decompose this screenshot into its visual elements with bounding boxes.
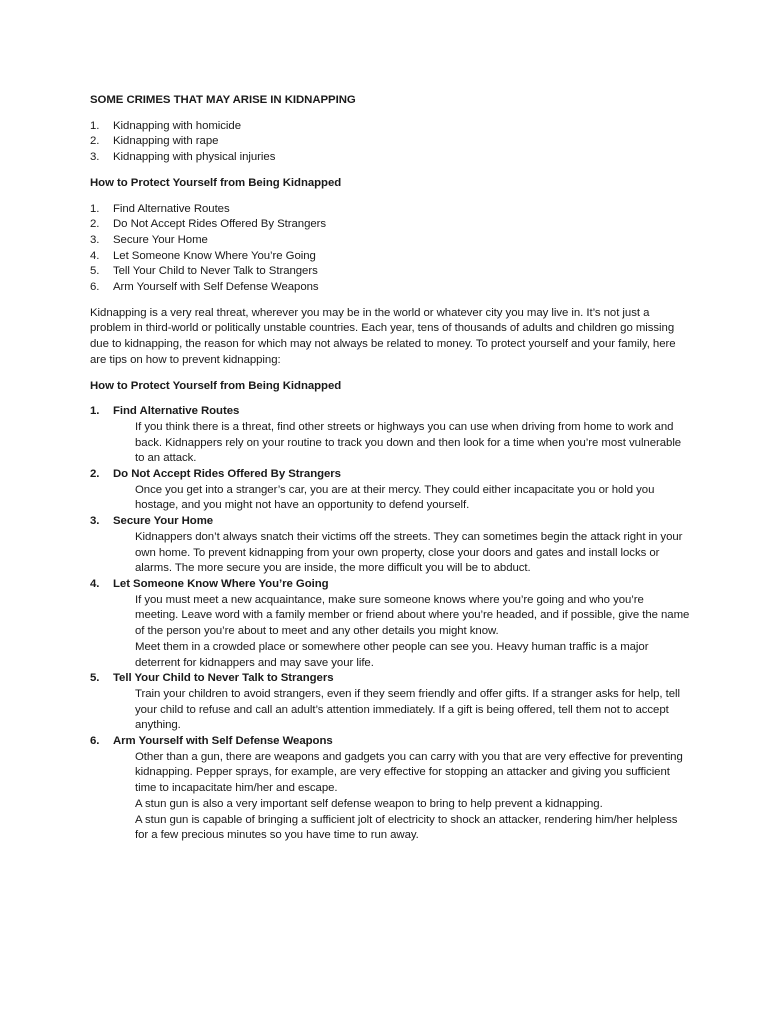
tip-title: Find Alternative Routes: [113, 405, 240, 418]
crimes-list: [90, 119, 690, 166]
tip-item: [90, 671, 690, 734]
tip-paragraph: If you must meet a new acquaintance, make sure someone knows where you’re going and who you’re meeting. Leave word with a family member or friend about where you’re headed, and if possible, give the name of the person you’re about to meet and any other details you might know.: [135, 593, 690, 638]
list-item: [90, 280, 690, 296]
tip-body: [135, 483, 690, 514]
tip-paragraph: Once you get into a stranger’s car, you are at their mercy. They could either incapacitate you or hold you hostage, and you might not have an opportunity to defend yourself.: [135, 483, 655, 512]
list-item: [90, 150, 690, 166]
tip-heading: [90, 514, 690, 530]
list-number: 5.: [90, 265, 100, 278]
tip-heading: [90, 671, 690, 687]
tip-item: [90, 467, 690, 514]
list-text: Arm Yourself with Self Defense Weapons: [113, 281, 319, 294]
tip-title: Do Not Accept Rides Offered By Strangers: [113, 468, 341, 481]
tip-heading: [90, 577, 690, 593]
tip-item: [90, 734, 690, 844]
tip-number: 4.: [90, 577, 100, 590]
list-item: [90, 264, 690, 280]
tip-paragraph: Meet them in a crowded place or somewhere other people can see you. Heavy human traffic is a major deterrent for kidnappers and may save your life.: [135, 640, 649, 669]
list-item: [90, 233, 690, 249]
section-heading: How to Protect Yourself from Being Kidnapped: [90, 379, 342, 392]
list-number: 6.: [90, 281, 100, 294]
tip-body: [135, 593, 690, 672]
list-number: 2.: [90, 218, 100, 231]
tip-paragraph: A stun gun is also a very important self defense weapon to bring to help prevent a kidnapping.: [135, 797, 603, 810]
tip-heading: [90, 467, 690, 483]
document-title: SOME CRIMES THAT MAY ARISE IN KIDNAPPING: [90, 94, 356, 106]
intro-paragraph: Kidnapping is a very real threat, wherever you may be in the world or whatever city you may live in. It’s not just a problem in third-world or politically unstable countries. Each year, tens of thousands of adults and children go missing due to kidnapping, the reason for which may not always be related to money. To protect yourself and your family, here are tips on how to prevent kidnapping:: [90, 306, 676, 366]
list-text: Kidnapping with rape: [113, 135, 219, 148]
list-number: 1.: [90, 202, 100, 215]
list-item: [90, 119, 690, 135]
tip-title: Arm Yourself with Self Defense Weapons: [113, 735, 333, 748]
list-item: [90, 249, 690, 265]
tip-body: [135, 420, 690, 467]
tip-title: Secure Your Home: [113, 515, 214, 528]
tip-heading: [90, 734, 690, 750]
list-text: Tell Your Child to Never Talk to Strangers: [113, 265, 318, 278]
list-number: 4.: [90, 249, 100, 262]
tip-item: [90, 404, 690, 467]
list-number: 1.: [90, 119, 100, 132]
list-text: Secure Your Home: [113, 233, 208, 246]
tip-paragraph: Train your children to avoid strangers, even if they seem friendly and offer gifts. If a stranger asks for help, tell your child to refuse and call an adult’s attention immediately. If a gift is being offered, tell them not to accept anything.: [135, 687, 680, 732]
tip-paragraph: Other than a gun, there are weapons and gadgets you can carry with you that are very effective for preventing kidnapping. Pepper sprays, for example, are very effective for stopping an attacker and giving you sufficient time to incapacitate him/her and escape.: [135, 750, 683, 795]
list-text: Do Not Accept Rides Offered By Strangers: [113, 218, 327, 231]
tip-title: Tell Your Child to Never Talk to Strangers: [113, 672, 334, 685]
protect-list: [90, 202, 690, 296]
document-page: [90, 93, 690, 844]
list-text: Kidnapping with homicide: [113, 119, 241, 132]
tip-title: Let Someone Know Where You’re Going: [113, 577, 329, 590]
tip-body: [135, 687, 690, 734]
tip-number: 3.: [90, 515, 100, 528]
tip-body: [135, 530, 690, 577]
tip-number: 1.: [90, 405, 100, 418]
list-item: [90, 217, 690, 233]
tip-paragraph: A stun gun is capable of bringing a sufficient jolt of electricity to shock an attacker, rendering him/her helpless for a few precious minutes so you have time to run away.: [135, 813, 678, 842]
tip-item: [90, 514, 690, 577]
tip-number: 6.: [90, 735, 100, 748]
tip-item: [90, 577, 690, 671]
tip-paragraph: If you think there is a threat, find other streets or highways you can use when driving from home to work and back. Kidnappers rely on your routine to track you down and then look for a time when you’re most vulnerable to an attack.: [135, 420, 682, 465]
list-item: [90, 134, 690, 150]
section-heading: How to Protect Yourself from Being Kidnapped: [90, 176, 342, 189]
list-text: Kidnapping with physical injuries: [113, 151, 276, 164]
list-text: Find Alternative Routes: [113, 202, 230, 215]
list-text: Let Someone Know Where You’re Going: [113, 249, 316, 262]
tip-paragraph: Kidnappers don’t always snatch their victims off the streets. They can sometimes begin the attack right in your own home. To prevent kidnapping from your own property, close your doors and gates and install locks or alarms. The more secure you are inside, the more difficult you will be to abduct.: [135, 530, 683, 575]
tip-number: 2.: [90, 468, 100, 481]
list-number: 3.: [90, 233, 100, 246]
tip-body: [135, 750, 690, 844]
list-item: [90, 202, 690, 218]
tip-number: 5.: [90, 672, 100, 685]
list-number: 2.: [90, 135, 100, 148]
list-number: 3.: [90, 151, 100, 164]
tip-heading: [90, 404, 690, 420]
